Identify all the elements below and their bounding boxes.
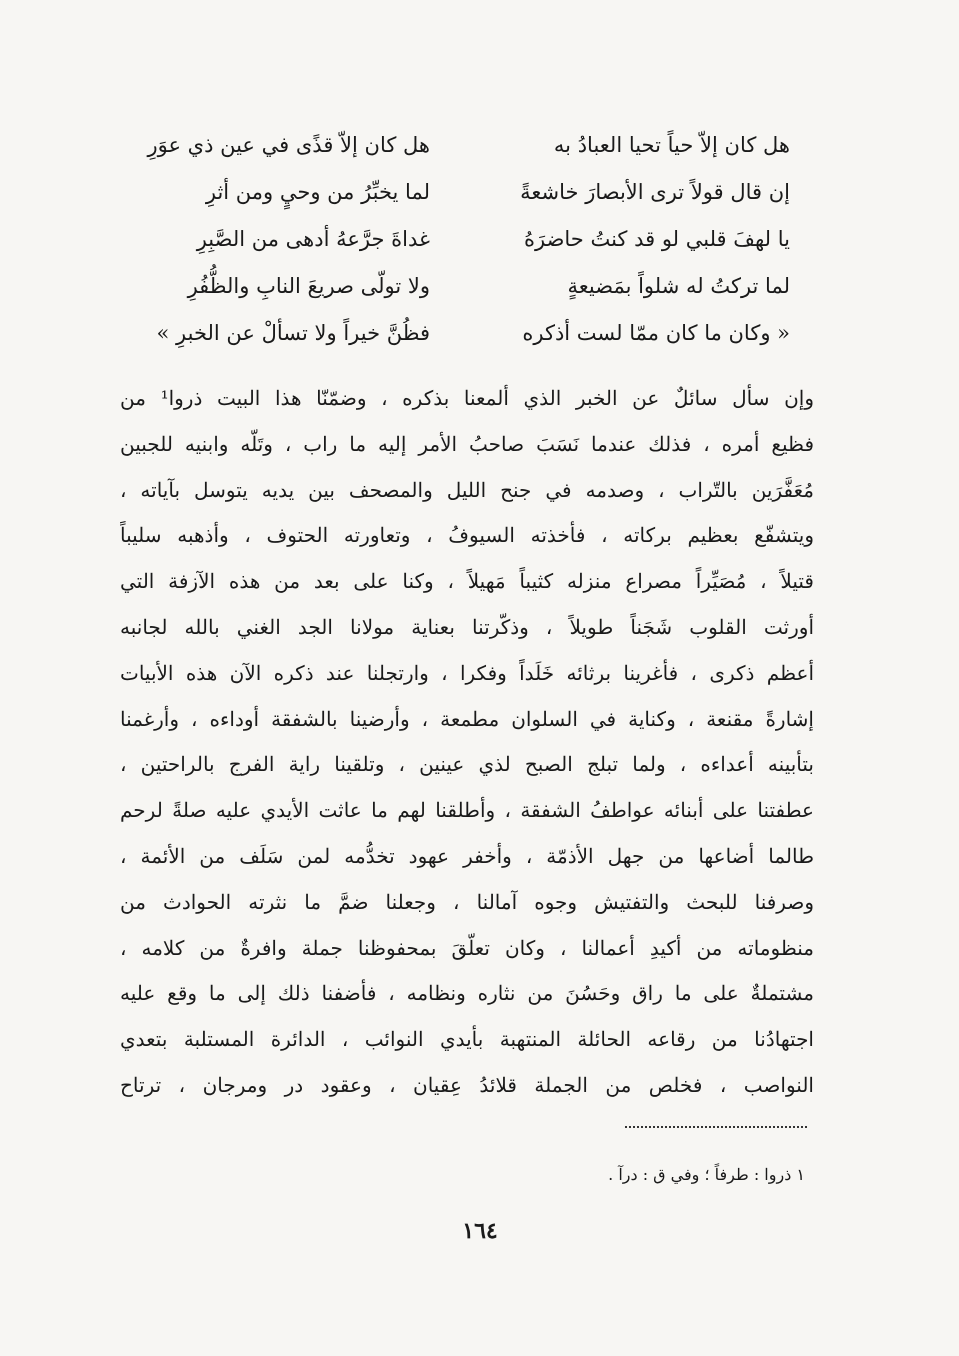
poem-hemistich-second: غداةَ جرَّعهُ أدهى من الصَّبِرِ [196, 227, 430, 251]
prose-line: مُعَفَّرَين بالتّراب ، وصدمه في جنح الليل والمصحف بين يديه يتوسل بآياته ، [120, 477, 814, 502]
poem-hemistich-first: إن قال قولاً ترى الأبصارَ خاشعةً [520, 180, 790, 204]
poem-verse [140, 169, 790, 216]
prose-line: طالما أضاعها من جهل الأذمّة ، وأخفر عهود تخدُّمه لمن سَلَف من الأئمة ، [120, 843, 814, 868]
poem-hemistich-first: لما تركتُ له شلواً بمَضيعةٍ [567, 274, 790, 298]
poem-verse [140, 216, 790, 263]
prose-line: وإن سأل سائلٌ عن الخبر الذي ألمعنا بذكره ، وضمّنّا هذا البيت ذروا¹ من [120, 386, 814, 410]
poem-hemistich-first: يا لهفَ قلبي لو قد كنتُ حاضرَهُ [523, 227, 790, 251]
poem-verse [140, 310, 790, 357]
poem-hemistich-second: هل كان إلاّ قذًى في عين ذي عوَرِ [147, 133, 430, 157]
prose-line: النواصب ، فخلص من الجملة قلائدُ عِقيان ، وعقود در ومرجان ، ترتاح [120, 1072, 814, 1097]
prose-line: أورثت القلوب شَجَناً طويلاً ، وذكّرتنا بعناية مولانا الجد الغني بالله لجانبه [120, 614, 814, 639]
poem-verse [140, 122, 790, 169]
footnote-separator [625, 1126, 807, 1128]
poem-hemistich-first: هل كان إلاّ حياً تحيا العبادُ به [553, 133, 790, 157]
prose-line: فظيع أمره ، فذلك عندما نَسَبَ صاحبُ الأمر إليه ما راب ، وتَلّه وابنيه للجبين [120, 431, 814, 456]
poem-block [140, 122, 790, 357]
prose-line: قتيلاً ، مُصَيِّراً مصراع منزله كثيباً مَهيلاً ، وكنا على بعد من هذه الآزفة التي [120, 569, 814, 594]
prose-line: مشتملةٌ على ما راق وحَسُنَ من نثاره ونظامه ، فأضفنا ذلك إلى ما وقع عليه [120, 981, 814, 1006]
prose-line: بتأبينه أعداءه ، ولما تبلج الصبح لذي عينين ، وتلقينا راية الفرج بالراحتين ، [120, 752, 814, 777]
footnote: ١ ذروا : طرفاً ؛ وفي ق : درآ . [608, 1165, 805, 1184]
poem-hemistich-second: لما يخبِّرُ من وحيٍ ومن أثرِ [205, 180, 430, 204]
prose-line: ويتشفّع بعظيم بركاته ، فأخذته السيوفُ ، وتعاورته الحتوف ، وأذهبه سليباً [120, 523, 814, 548]
poem-verse [140, 263, 790, 310]
prose-line: منظوماته من أكيدِ أعمالنا ، وكان تعلّقَ بمحفوظنا جملة وافرةٌ من كلامه ، [120, 935, 814, 960]
prose-line: اجتهادُنا من رقاعه الحائلة المنتهبة بأيدي النوائب ، الدائرة المستلبة بتعدي [120, 1027, 814, 1052]
poem-hemistich-second: فظُنَّ خيراً ولا تسألْ عن الخبرِ » [156, 321, 430, 345]
prose-line: إشارةً مقنعة ، وكناية في السلوان مطمعة ، وأرضينا بالشفقة أوداءه ، وأرغمنا [120, 706, 814, 731]
prose-line: وصرفنا للبحث والتفتيش وجوه آمالنا ، وجعلنا ضمَّ ما نثرته الحوادث من [120, 889, 814, 914]
prose-paragraph [120, 376, 814, 1109]
page-number: ١٦٤ [462, 1218, 498, 1244]
poem-hemistich-first: « وكان ما كان ممّا لست أذكره [522, 321, 790, 345]
prose-line: أعظم ذكرى ، فأغرينا برثائه خَلَداً وفكرا ، وارتجلنا عند ذكره الآن هذه الأبيات [120, 660, 814, 685]
prose-line: عطفتنا على أبنائه عواطفُ الشفقة ، وأطلقنا لهم ما عاثت الأيدي عليه صلةً لرحم [120, 798, 814, 823]
poem-hemistich-second: ولا تولّى صريعَ النابِ والظُّفُرِ [187, 274, 430, 298]
